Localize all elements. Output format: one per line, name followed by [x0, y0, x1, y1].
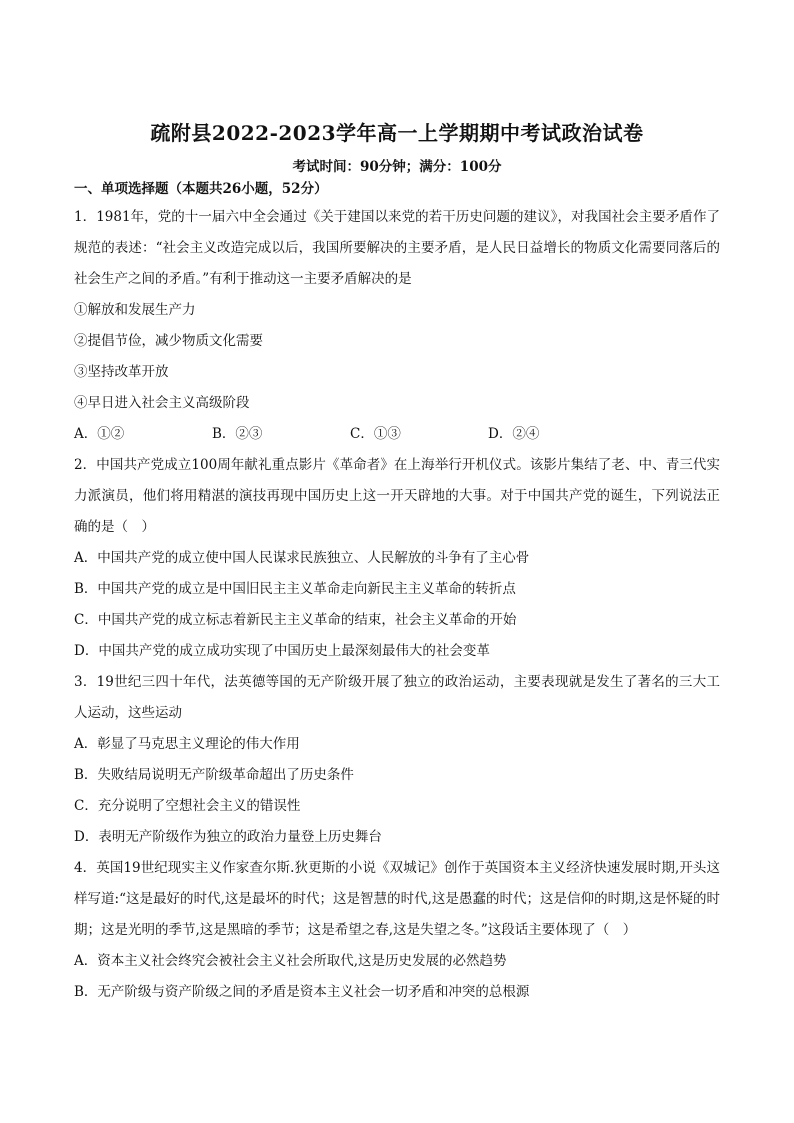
question-3-stem: 3．19世纪三四十年代，法英德等国的无产阶级开展了独立的政治运动，主要表现就是发生了著名的三大工人运动，这些运动	[74, 674, 720, 721]
question-2-option-a: A．中国共产党的成立使中国人民谋求民族独立、人民解放的斗争有了主心骨	[74, 550, 530, 566]
question-3-option-c: C．充分说明了空想社会主义的错误性	[74, 798, 301, 814]
question-3-option-d: D．表明无产阶级作为独立的政治力量登上历史舞台	[74, 829, 382, 845]
question-3	[74, 667, 720, 853]
question-1-choice-c: C．①③	[350, 426, 401, 442]
question-2	[74, 450, 720, 667]
question-4-option-a: A．资本主义社会终究会被社会主义社会所取代,这是历史发展的必然趋势	[74, 953, 507, 969]
exam-subtitle: 考试时间：90分钟；满分：100分	[292, 159, 502, 175]
question-2-stem: 2．中国共产党成立100周年献礼重点影片《革命者》在上海举行开机仪式。该影片集结了老、中、青三代实力派演员，他们将用精湛的演技再现中国历史上这一开天辟地的大事。对于中国共产党的诞生，下列说法正确的是（ ）	[74, 457, 720, 535]
question-1-statement-3: ③坚持改革开放	[74, 364, 169, 380]
question-4-stem: 4．英国19世纪现实主义作家查尔斯.狄更斯的小说《双城记》创作于英国资本主义经济快速发展时期,开头这样写道:“这是最好的时代,这是最坏的时代；这是智慧的时代,这是愚蠢的时代；这是信仰的时期,这是怀疑的时期；这是光明的季节,这是黑暗的季节；这是希望之春,这是失望之冬。”这段话主要体现了（ ）	[74, 860, 720, 938]
question-4-option-b: B．无产阶级与资产阶级之间的矛盾是资本主义社会一切矛盾和冲突的总根源	[74, 984, 530, 1000]
question-1-choice-b: B．②③	[212, 426, 263, 442]
question-4	[74, 853, 720, 1008]
question-1-stem: 1．1981年，党的十一届六中全会通过《关于建国以来党的若干历史问题的建议》，对我国社会主要矛盾作了规范的表述：“社会主义改造完成以后，我国所要解决的主要矛盾，是人民日益增长的物质文化需要同落后的社会生产之间的矛盾。”有利于推动这一主要矛盾解决的是	[74, 209, 720, 287]
question-1-statement-1: ①解放和发展生产力	[74, 302, 196, 318]
question-3-option-b: B．失败结局说明无产阶级革命超出了历史条件	[74, 767, 354, 783]
question-1-choice-a: A．①②	[74, 426, 125, 442]
section-heading: 一、单项选择题（本题共26小题，52分）	[74, 181, 328, 197]
question-2-option-d: D．中国共产党的成立成功实现了中国历史上最深刻最伟大的社会变革	[74, 643, 490, 659]
question-3-option-a: A．彰显了马克思主义理论的伟大作用	[74, 736, 300, 752]
question-1-choices	[74, 419, 720, 450]
question-1-statement-4: ④早日进入社会主义高级阶段	[74, 395, 250, 411]
exam-title: 疏附县2022-2023学年高一上学期期中考试政治试卷	[150, 121, 644, 145]
question-1-statement-2: ②提倡节俭，减少物质文化需要	[74, 333, 263, 349]
question-1-choice-d: D．②④	[488, 426, 540, 442]
question-2-option-b: B．中国共产党的成立是中国旧民主主义革命走向新民主主义革命的转折点	[74, 581, 516, 597]
question-2-option-c: C．中国共产党的成立标志着新民主主义革命的结束，社会主义革命的开始	[74, 612, 517, 628]
question-1	[74, 202, 720, 450]
